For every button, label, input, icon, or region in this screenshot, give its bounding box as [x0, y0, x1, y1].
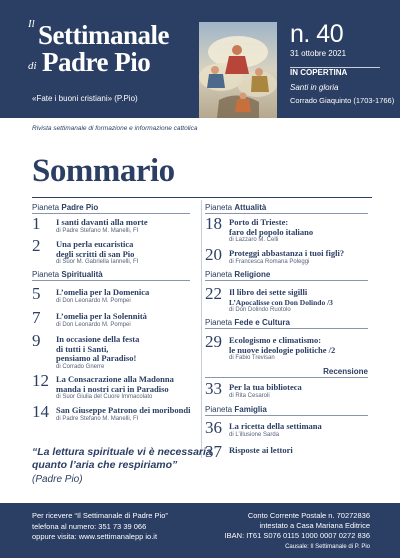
entry-author: di Francesca Romana Poleggi	[229, 259, 310, 265]
entry-title: Una perla eucaristica degli scritti di san Pio	[56, 239, 135, 259]
section-divider	[205, 280, 368, 281]
logo-di: di	[28, 60, 37, 72]
page-number: 7	[32, 308, 41, 327]
page-number: 22	[205, 284, 222, 303]
footer-phone: telefona al numero: 351 73 39 066	[32, 521, 147, 531]
copertina-divider	[290, 67, 380, 68]
page-number: 9	[32, 331, 41, 350]
cover-header	[0, 0, 400, 118]
footer-website: oppure visita: www.settimanalepp io.it	[32, 532, 158, 541]
section-name: Padre Pio	[61, 203, 99, 212]
quote-author: (Padre Pio)	[32, 474, 83, 485]
page-number: 2	[32, 236, 41, 255]
section-famiglia	[205, 405, 267, 414]
section-name: Famiglia	[234, 405, 267, 414]
entry-title: L’omelia per la Solennità	[56, 311, 147, 321]
subscription-footer	[0, 503, 400, 558]
entry-title: Ecologismo e climatismo: le nuove ideologie politiche /2	[229, 335, 336, 355]
section-name: Spiritualità	[61, 270, 103, 279]
section-name: Attualità	[234, 203, 267, 212]
magazine-logo	[28, 14, 198, 77]
entry-author: di Padre Stefano M. Manelli, FI	[56, 228, 139, 234]
entry-title: L’omelia per la Domenica	[56, 287, 150, 297]
page-number: 12	[32, 371, 49, 390]
section-divider	[205, 213, 368, 214]
copertina-title: IN COPERTINA	[290, 68, 348, 77]
section-prefix: Pianeta	[32, 270, 60, 279]
section-recensione	[205, 367, 368, 376]
issue-info	[290, 22, 394, 105]
title-divider	[32, 197, 372, 198]
padre-pio-quote: “La lettura spirituale vi è necessaria quanto l’aria che respiriamo”	[32, 446, 212, 471]
section-fede-cultura	[205, 318, 290, 327]
page-number: 5	[32, 284, 41, 303]
entry-author: di Corrado Gnerre	[56, 364, 105, 370]
section-prefix: Pianeta	[205, 270, 233, 279]
section-padre-pio	[32, 203, 98, 212]
entry-title: Proteggi abbastanza i tuoi figli?	[229, 248, 345, 258]
motto: «Fate i buoni cristiani» (P.Pio)	[32, 94, 138, 103]
entry-author: di L’illusione Sarda	[229, 432, 280, 438]
page-number: 33	[205, 379, 222, 398]
entry-title: In occasione della festa di tutti i Santi, pensiamo al Paradiso!	[56, 334, 140, 363]
entry-author: di Lazzaro M. Celli	[229, 237, 279, 243]
section-name: Religione	[234, 270, 271, 279]
section-spiritualita	[32, 270, 103, 279]
entry-title: Risposte ai lettori	[229, 445, 293, 455]
entry-author: di Don Leonardo M. Pompei	[56, 298, 131, 304]
issue-number: n. 40	[290, 20, 344, 48]
logo-padre-pio: Padre Pio	[42, 47, 151, 77]
footer-iban: IBAN: IT61 S076 0115 1000 0007 0272 836	[224, 531, 370, 541]
tagline: Rivista settimanale di formazione e informazione cattolica	[32, 125, 198, 132]
column-divider	[201, 200, 202, 458]
entry-author: di Rita Cesaroli	[229, 393, 270, 399]
entry-author: di Don Leonardo M. Pompei	[56, 322, 131, 328]
section-prefix: Pianeta	[32, 203, 60, 212]
entry-title: La Consacrazione alla Madonna manda i nostri cari in Paradiso	[56, 374, 174, 394]
footer-ccp: Conto Corrente Postale n. 70272836	[247, 511, 370, 520]
entry-title: I santi davanti alla morte	[56, 217, 148, 227]
entry-author: di Don Dolindo Ruotolo	[229, 307, 291, 313]
footer-line: Per ricevere “Il Settimanale di Padre Pio”	[32, 511, 168, 520]
footer-contact	[32, 511, 168, 543]
page-number: 20	[205, 245, 222, 264]
page-number: 29	[205, 332, 222, 351]
page-number: 14	[32, 402, 49, 421]
logo-settimanale: Settimanale	[38, 20, 169, 50]
footer-intestato: intestato a Casa Mariana Editrice	[259, 521, 370, 531]
entry-author: di Suor Giulia del Cuore Immacolato	[56, 394, 153, 400]
entry-author: di Suor M. Gabriella Iannelli, FI	[56, 259, 139, 265]
entry-title: San Giuseppe Patrono dei moribondi	[56, 405, 191, 415]
section-prefix: Pianeta	[205, 318, 233, 327]
section-prefix: Pianeta	[205, 203, 233, 212]
section-prefix: Pianeta	[205, 405, 233, 414]
section-name: Recensione	[323, 367, 368, 376]
page-number: 18	[205, 214, 222, 233]
section-divider	[205, 415, 368, 416]
logo-il: Il	[28, 18, 35, 30]
cover-painting-image	[199, 22, 277, 118]
section-religione	[205, 270, 270, 279]
page-title: Sommario	[32, 153, 175, 189]
copertina-credit: Corrado Giaquinto (1703-1766)	[290, 96, 395, 105]
entry-title: Porto di Trieste: faro del popolo italiano	[229, 217, 314, 237]
page-number: 1	[32, 214, 41, 233]
entry-title: La ricetta della settimana	[229, 421, 322, 431]
entry-author: di Fabio Trevisan	[229, 355, 275, 361]
section-divider	[32, 213, 190, 214]
footer-payment	[225, 511, 370, 552]
section-attualita	[205, 203, 266, 212]
issue-date: 31 ottobre 2021	[290, 49, 347, 58]
page-number: 36	[205, 418, 222, 437]
copertina-subject: Santi in gloria	[290, 83, 339, 92]
page-number: 37	[205, 442, 222, 461]
section-name: Fede e Cultura	[234, 318, 290, 327]
section-divider	[205, 377, 368, 378]
footer-causale: Causale: Il Settimanale di P. Pio	[285, 543, 370, 550]
section-divider	[32, 280, 190, 281]
entry-title: Per la tua biblioteca	[229, 382, 302, 392]
entry-author: di Padre Stefano M. Manelli, FI	[56, 416, 139, 422]
entry-title: Il libro dei sette sigilli L’Apocalisse con Don Dolindo /3	[229, 287, 333, 307]
section-divider	[205, 328, 368, 329]
